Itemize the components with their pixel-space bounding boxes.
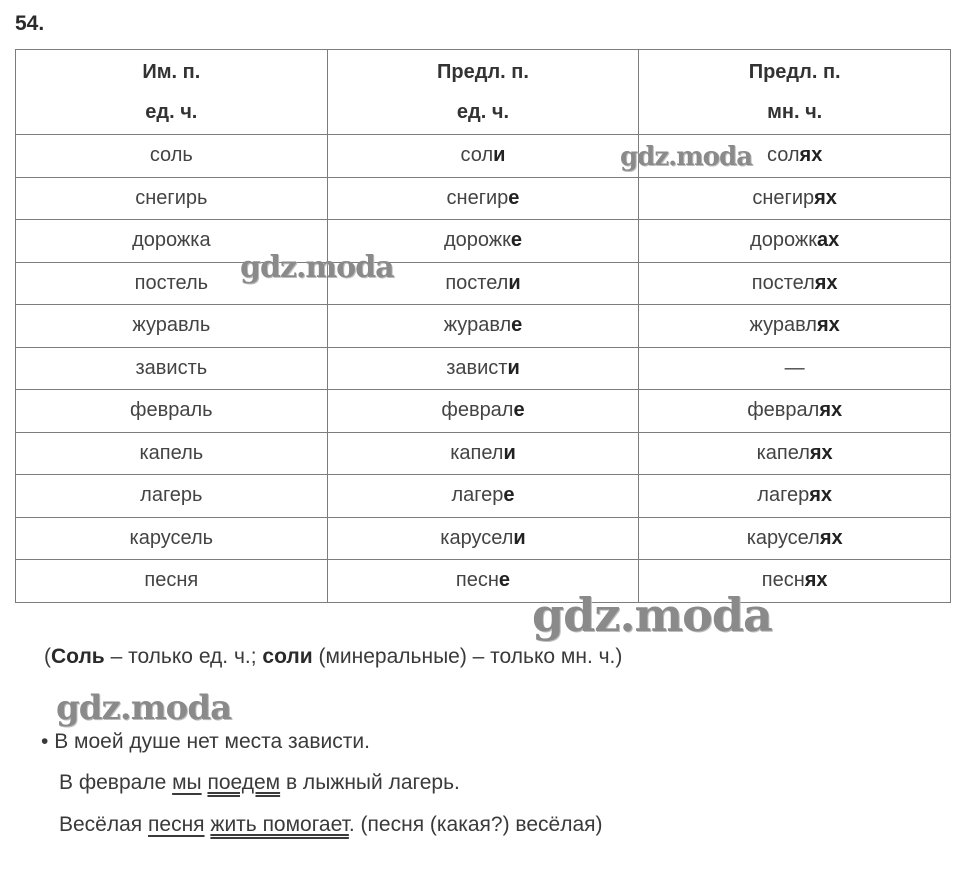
subject-underlined: песня <box>148 813 205 836</box>
note-line <box>44 645 622 669</box>
word-stem: соль <box>149 144 193 167</box>
word-stem: песн <box>455 569 499 592</box>
table-cell <box>639 177 951 220</box>
bullet: • <box>41 730 55 753</box>
table-cell <box>16 390 328 433</box>
header-line: ед. ч. <box>145 101 198 123</box>
header-nominative-singular <box>16 50 328 135</box>
word-stem: журавл <box>749 314 817 337</box>
word-ending: и <box>493 144 506 167</box>
predicate-underlined: поедем <box>207 771 281 794</box>
table-cell <box>16 177 328 220</box>
word-ending: е <box>503 484 515 507</box>
table-cell <box>639 475 951 518</box>
word-stem: капел <box>450 441 504 464</box>
header-prepositional-plural <box>639 50 951 135</box>
word-stem: дорожк <box>443 229 511 252</box>
header-line: ед. ч. <box>456 101 510 123</box>
word-stem: лагерь <box>140 484 203 507</box>
word-stem: сол <box>460 144 494 167</box>
table-row <box>16 135 951 178</box>
word-stem: сол <box>766 144 800 167</box>
word-stem: снегирь <box>135 186 208 209</box>
watermark: gdz.moda <box>532 588 772 642</box>
word-ending: ях <box>809 484 832 507</box>
table-body <box>16 135 951 603</box>
word-ending: е <box>508 186 520 209</box>
word-stem: февраль <box>130 399 213 422</box>
sentence-3 <box>59 813 603 837</box>
word-ending: е <box>510 229 523 252</box>
word-stem: журавл <box>443 314 512 337</box>
header-line: Предл. п. <box>748 61 841 83</box>
table-row <box>16 262 951 305</box>
word-ending: е <box>498 569 511 592</box>
sentence-text: . (песня (какая?) весёлая) <box>348 813 603 836</box>
word-stem: карусель <box>129 526 214 549</box>
table-cell <box>16 347 328 390</box>
note-open: ( <box>44 645 51 668</box>
word-stem: снегир <box>446 186 509 209</box>
header-line: мн. ч. <box>767 101 823 123</box>
exercise-number: 54. <box>15 12 45 35</box>
table-cell <box>327 135 639 178</box>
watermark: gdz.moda <box>56 688 232 728</box>
table-row <box>16 432 951 475</box>
word-ending: и <box>507 356 520 379</box>
word-ending: ях <box>814 186 837 209</box>
word-ending: ях <box>819 399 843 422</box>
word-stem: песн <box>761 569 805 592</box>
table-row <box>16 177 951 220</box>
header-prepositional-singular <box>327 50 639 135</box>
sentence-2 <box>59 771 460 795</box>
table-cell <box>16 305 328 348</box>
word-stem: капел <box>756 441 810 464</box>
sentence-text: В феврале <box>59 771 173 794</box>
word-ending: ях <box>819 526 843 549</box>
word-ending: и <box>503 441 516 464</box>
table-row <box>16 347 951 390</box>
word-ending: ях <box>799 144 823 167</box>
word-stem: — <box>784 356 805 379</box>
table-cell <box>327 390 639 433</box>
table-cell <box>639 390 951 433</box>
table-header-row <box>16 50 951 135</box>
word-stem: завист <box>446 356 508 379</box>
word-ending: и <box>513 526 526 549</box>
word-stem: лагер <box>451 484 504 507</box>
table-cell <box>639 262 951 305</box>
word-stem: дорожк <box>750 229 817 252</box>
word-ending: ях <box>804 569 828 592</box>
table-row <box>16 560 951 603</box>
table-cell <box>639 347 951 390</box>
table-cell <box>639 517 951 560</box>
word-stem: лагер <box>757 484 810 507</box>
word-ending: ях <box>814 271 838 294</box>
declension-table <box>15 49 951 603</box>
note-word-soli: соли <box>262 645 313 668</box>
word-ending: ях <box>809 441 833 464</box>
watermark: gdz.moda <box>620 142 753 172</box>
table-cell <box>327 177 639 220</box>
table-cell <box>16 475 328 518</box>
table-cell <box>639 432 951 475</box>
sentence-text: в лыжный лагерь. <box>280 771 460 794</box>
header-line: Им. п. <box>142 61 201 83</box>
header-line: Предл. п. <box>437 61 529 83</box>
table-row <box>16 475 951 518</box>
table-row <box>16 305 951 348</box>
word-ending: и <box>508 271 521 294</box>
word-stem: дорожка <box>132 229 211 252</box>
table-cell <box>16 517 328 560</box>
subject-underlined: мы <box>172 771 202 794</box>
word-stem: журавль <box>132 314 211 337</box>
table-cell <box>16 560 328 603</box>
table-cell <box>327 475 639 518</box>
table-cell <box>327 517 639 560</box>
word-stem: постел <box>445 271 509 294</box>
word-ending: ях <box>816 314 840 337</box>
table-cell <box>327 305 639 348</box>
watermark: gdz.moda <box>240 250 394 285</box>
sentence-1 <box>41 730 370 754</box>
word-stem: песня <box>144 569 199 592</box>
word-stem: феврал <box>441 399 514 422</box>
word-ending: ах <box>817 229 840 252</box>
table-row <box>16 220 951 263</box>
word-stem: постел <box>751 271 815 294</box>
word-stem: карусел <box>440 526 514 549</box>
table-cell <box>639 220 951 263</box>
table-row <box>16 390 951 433</box>
note-text: – только ед. ч.; <box>104 645 263 668</box>
word-ending: е <box>513 399 525 422</box>
note-word-sol: Соль <box>51 645 105 668</box>
word-stem: феврал <box>747 399 820 422</box>
table-cell <box>327 347 639 390</box>
table-cell <box>16 432 328 475</box>
word-stem: карусел <box>746 526 820 549</box>
note-text: (минеральные) – только мн. ч.) <box>312 645 623 668</box>
sentence-text: В моей душе нет места зависти. <box>54 730 370 753</box>
sentence-text: Весёлая <box>59 813 149 836</box>
word-stem: капель <box>139 441 204 464</box>
word-stem: зависть <box>135 356 208 379</box>
word-ending: е <box>511 314 523 337</box>
table-row <box>16 517 951 560</box>
table-cell <box>16 135 328 178</box>
word-stem: постель <box>134 271 209 294</box>
table-cell <box>639 305 951 348</box>
table-cell <box>327 432 639 475</box>
word-stem: снегир <box>752 186 815 209</box>
predicate-underlined: жить помогает <box>210 813 349 836</box>
